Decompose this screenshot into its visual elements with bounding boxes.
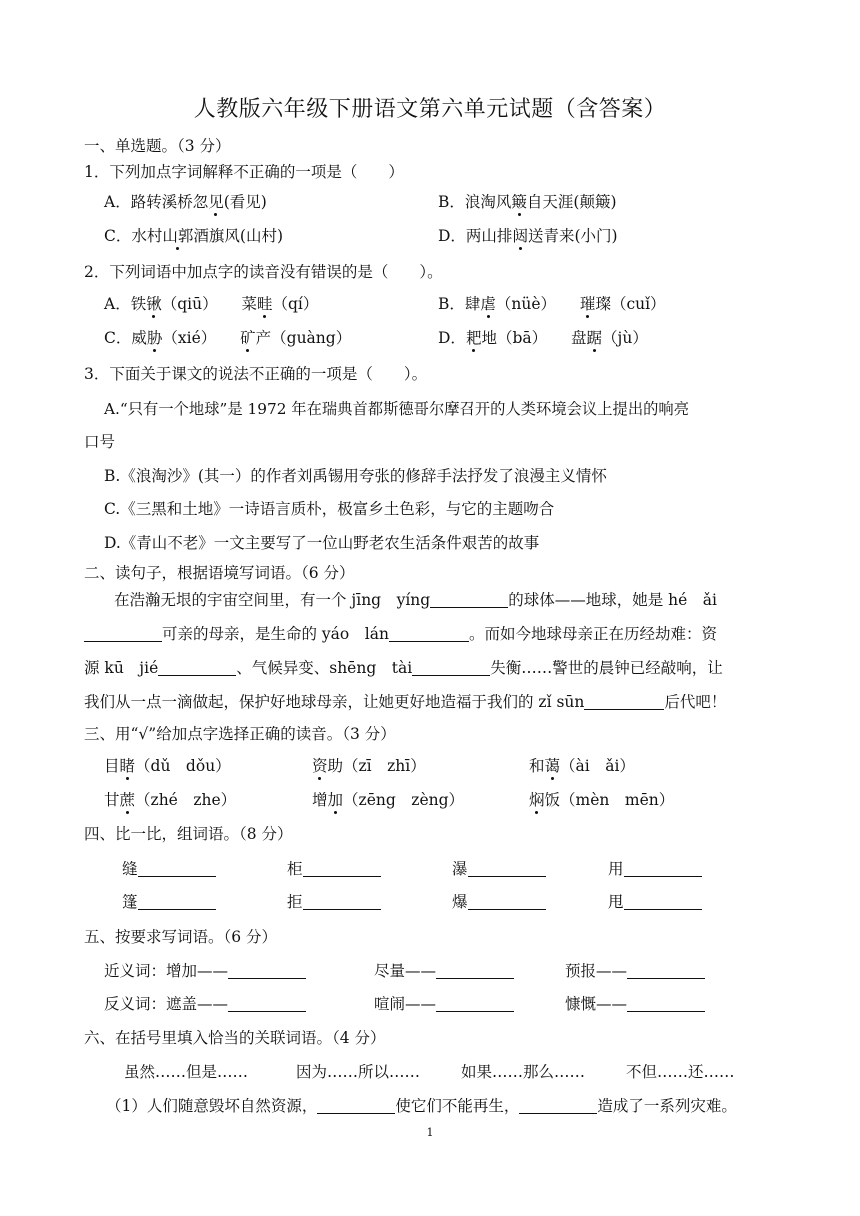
blank[interactable] [228,995,306,1012]
conjunction-option: 如果……那么…… [461,1063,586,1081]
s3-item: 甘蔗（zhé zhe） [104,791,237,809]
fill-line-1: 在浩瀚无垠的宇宙空间里，有一个 jīng yíng 的球体——地球，她是 hé ǎi [114,591,718,609]
blank[interactable] [519,1097,597,1114]
antonym-item: 喧闹—— [374,994,514,1014]
blank[interactable] [627,995,705,1012]
blank[interactable] [624,860,702,877]
q3-option-d: D.《青山不老》一文主要写了一位山野老农生活条件艰苦的故事 [104,534,540,552]
blank[interactable] [303,860,381,877]
fill-line-3: 源 kū jié 、气候异变、shēng tài 失衡……警世的晨钟已经敲响，让 [84,659,723,677]
word-pair: 用 [608,859,702,879]
page-title: 人教版六年级下册语文第六单元试题（含答案） [193,97,667,122]
q3-option-a-line1: A.“只有一个地球”是 1972 年在瑞典首都斯德哥尔摩召开的人类环境会议上提出的响亮 [104,400,690,418]
q2-option-a: A．铁锹（qiū） 菜畦（qí） [104,295,319,313]
blank[interactable] [468,893,546,910]
synonym-item: 预报—— [565,961,705,981]
blank[interactable] [303,893,381,910]
q2-option-b: B．肆虐（nüè） 璀璨（cuǐ） [438,295,666,313]
q3-option-b: B.《浪淘沙》(其一）的作者刘禹锡用夸张的修辞手法抒发了浪漫主义情怀 [104,467,607,485]
fill-line-4: 我们从一点一滴做起，保护好地球母亲，让她更好地造福于我们的 zǐ sūn 后代吧！ [84,693,727,711]
s6-question-1: （1）人们随意毁坏自然资源， 使它们不能再生， 造成了一系列灾难。 [106,1097,737,1115]
page-number: 1 [426,1126,434,1139]
section-4-heading: 四、比一比，组词语。（8 分） [84,825,293,843]
blank[interactable] [468,860,546,877]
s3-item: 资助（zī zhī） [312,757,426,775]
s3-item: 增加（zēng zèng） [312,791,465,809]
q1-option-c: C．水村山郭酒旗风(山村) [104,227,283,245]
q1-option-b: B．浪淘风簸自天涯(颠簸) [438,193,617,211]
q3-option-a-line2: 口号 [84,433,116,451]
q1-option-a: A．路转溪桥忽见(看见) [104,193,267,211]
conjunction-option: 虽然……但是…… [124,1063,249,1081]
section-1-heading: 一、单选题。（3 分） [84,137,231,155]
word-pair: 缝 [122,859,216,879]
word-pair: 甩 [608,892,702,912]
blank[interactable] [430,591,508,608]
section-6-heading: 六、在括号里填入恰当的关联词语。（4 分） [84,1029,386,1047]
q1-option-d: D．两山排闼送青来(小门) [438,227,618,245]
synonym-row: 近义词：增加—— [104,961,306,981]
blank[interactable] [138,860,216,877]
blank[interactable] [624,893,702,910]
blank[interactable] [317,1097,395,1114]
q2-option-d: D．耙地（bā） 盘踞（jù） [438,329,648,347]
blank[interactable] [584,693,664,710]
blank[interactable] [627,962,705,979]
word-pair: 爆 [452,892,546,912]
s3-item: 和蔼（ài ǎi） [529,757,635,775]
word-pair: 柜 [287,859,381,879]
blank[interactable] [158,659,236,676]
blank[interactable] [412,659,490,676]
s3-item: 目睹（dǔ dǒu） [104,757,231,775]
question-3-stem: 3．下面关于课文的说法不正确的一项是（ ）。 [84,365,428,383]
blank[interactable] [389,625,469,642]
conjunction-option: 因为……所以…… [296,1063,421,1081]
fill-line-2: 可亲的母亲，是生命的 yáo lán 。而如今地球母亲正在历经劫难：资 [84,624,717,644]
question-1-stem: 1．下列加点字词解释不正确的一项是（ ） [84,163,404,181]
section-5-heading: 五、按要求写词语。（6 分） [84,928,278,946]
question-2-stem: 2．下列词语中加点字的读音没有错误的是（ ）。 [84,263,443,281]
synonym-item: 尽量—— [374,961,514,981]
blank[interactable] [138,893,216,910]
blank[interactable] [84,625,162,642]
blank[interactable] [436,995,514,1012]
s3-item: 焖饭（mèn mēn） [529,791,675,809]
section-2-heading: 二、读句子，根据语境写词语。（6 分） [84,564,355,582]
word-pair: 篷 [122,892,216,912]
q2-option-c: C．威胁（xié） 矿产（guàng） [104,329,352,347]
section-3-heading: 三、用“√”给加点字选择正确的读音。（3 分） [84,725,396,743]
word-pair: 瀑 [452,859,546,879]
conjunction-option: 不但……还…… [626,1063,735,1081]
antonym-row: 反义词：遮盖—— [104,994,306,1014]
blank[interactable] [228,962,306,979]
blank[interactable] [436,962,514,979]
q3-option-c: C.《三黑和土地》一诗语言质朴，极富乡土色彩，与它的主题吻合 [104,500,555,518]
word-pair: 拒 [287,892,381,912]
antonym-item: 慷慨—— [565,994,705,1014]
